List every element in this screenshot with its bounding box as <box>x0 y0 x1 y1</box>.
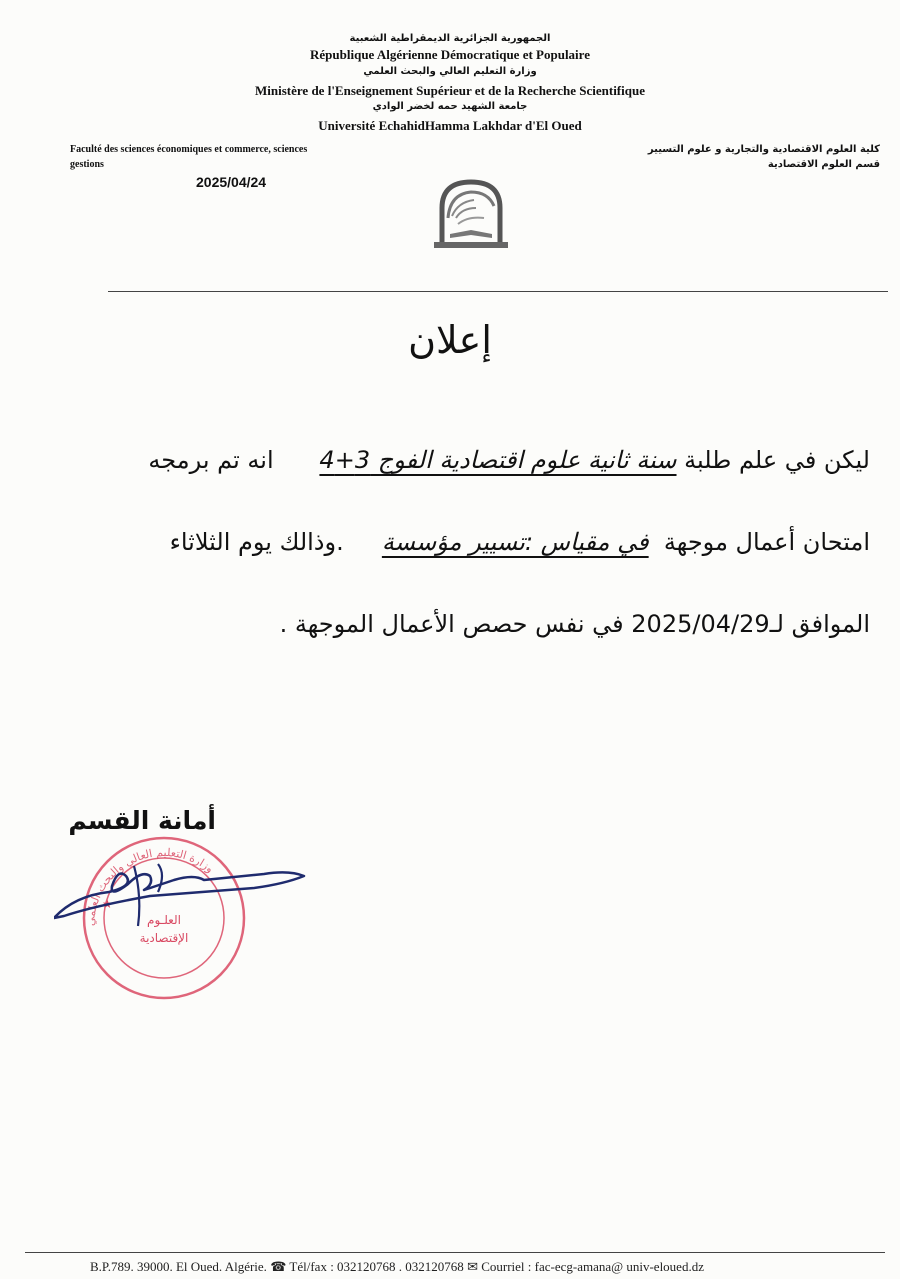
document-date: 2025/04/24 <box>196 174 267 190</box>
email-icon: ✉ <box>467 1259 478 1274</box>
stamp-center-text-1: العلـوم <box>147 913 181 927</box>
footer-contact <box>90 1259 704 1275</box>
footer-address: B.P.789. 39000. El Oued. Algérie. <box>90 1259 267 1274</box>
header-ar-university: جامعة الشهيد حمه لخضر الوادي <box>372 101 528 112</box>
line1-pre: ليكن في علم طلبة <box>684 446 870 474</box>
line1-group: سنة ثانية علوم اقتصادية الفوج 3+4 <box>319 446 677 474</box>
faculty-fr-line1: Faculté des sciences économiques et commerce, sciences <box>70 144 308 155</box>
announcement-line-2 <box>30 528 870 556</box>
faculty-fr-line2: gestions <box>70 159 104 170</box>
stamp-outer-text: وزارة التعليم العالي والبحث العلمي <box>83 845 217 927</box>
line1-post: انه تم برمجه <box>148 446 274 474</box>
announcement-title: إعلان <box>408 318 492 362</box>
line2-pre: امتحان أعمال موجهة <box>663 528 870 556</box>
footer-email: Courriel : fac-ecg-amana@ univ-eloued.dz <box>481 1259 704 1274</box>
svg-text:★: ★ <box>102 897 113 911</box>
announcement-line-3: الموافق لـ2025/04/29 في نفس حصص الأعمال الموجهة . <box>279 610 870 638</box>
announcement-line-1 <box>30 446 870 474</box>
header-ar-republic: الجمهورية الجزائرية الديمقراطية الشعبية <box>349 33 551 44</box>
line2-module: في مقياس :تسيير مؤسسة <box>381 528 649 556</box>
header-fr-republic: République Algérienne Démocratique et Populaire <box>310 47 590 62</box>
signature-label: أمانة القسم <box>68 806 216 835</box>
university-logo-icon <box>428 178 514 250</box>
footer-divider <box>25 1252 885 1253</box>
header-fr-university: Université EchahidHamma Lakhdar d'El Oued <box>318 118 582 133</box>
department-stamp <box>54 826 324 1001</box>
header-ar-ministry: وزارة التعليم العالي والبحث العلمي <box>363 66 537 77</box>
header-divider <box>108 291 888 292</box>
faculty-ar-line1: كلية العلوم الاقتصادية والتجارية و علوم التسيير <box>647 144 880 155</box>
telephone-icon: ☎ <box>270 1259 287 1274</box>
faculty-ar <box>580 142 880 172</box>
line2-post: .وذالك يوم الثلاثاء <box>169 528 344 556</box>
footer-telfax: Tél/fax : 032120768 . 032120768 <box>289 1259 464 1274</box>
faculty-ar-line2: قسم العلوم الاقتصادية <box>767 159 880 170</box>
faculty-fr <box>70 142 420 172</box>
header-fr-ministry: Ministère de l'Enseignement Supérieur et de la Recherche Scientifique <box>255 83 645 98</box>
stamp-center-text-2: الإقتصادية <box>139 931 189 945</box>
